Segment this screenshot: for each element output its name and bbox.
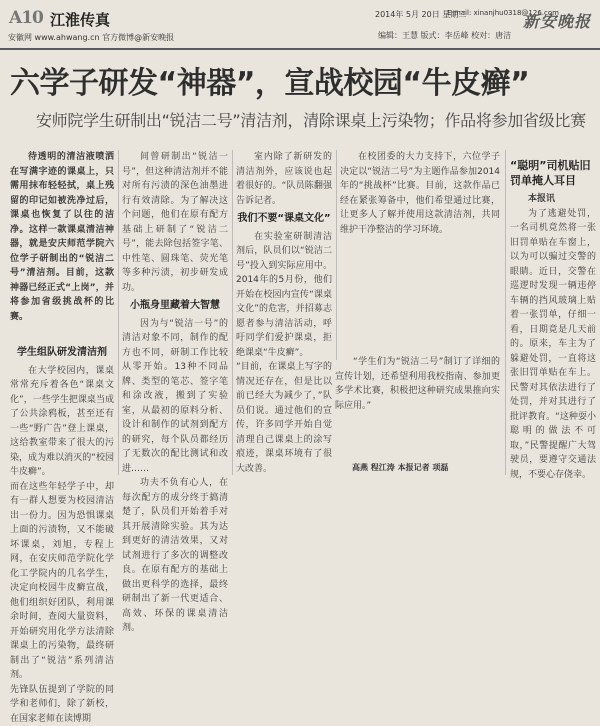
column-text: 间曾研制出“锐洁一号”，但这种清洁剂并不能对所有污渍的深色油墨进行有效清除。为了解决这个问题，他们在原有配方基础上研制了“锐洁二号”，能去除包括签字笔、中性笔、圆珠笔、荧光笔等多种污渍，初步研发成功。 (122, 150, 228, 295)
article-column-2 (122, 150, 228, 475)
article-column-1 (10, 150, 114, 475)
column-text: 在校团委的大力支持下，六位学子决定以“锐洁二号”为主题作品参加2014年的“挑战杯”比赛。目前，这款作品已经在紧张筹备中，他们希望通过比赛，让更多人了解并使用这款清洁剂，共同维护干净整洁的学习环境。 (340, 150, 500, 237)
newspaper-logo: 新安晚报 (520, 7, 594, 37)
page-number: A10 (9, 8, 43, 28)
brief-headline: “聪明”司机贴旧罚单掩人耳目 (510, 158, 596, 188)
brief-byline: 本报讯 (528, 194, 555, 204)
column-divider (336, 150, 337, 360)
column-divider (118, 150, 119, 475)
staff-credits: 编辑：王慧 版式：李岳峰 校对：唐洁 (378, 30, 511, 41)
article-column-3 (236, 150, 332, 475)
brief-text: 为了逃避处罚，一名司机竟然将一张旧罚单贴在车窗上，以为可以骗过交警的眼睛。近日，交警在巡逻时发现一辆违停车辆的挡风玻璃上贴着一张罚单，仔细一看，日期竟是几天前的。原来，车主为了躲避处罚，一直将这张旧罚单贴在车上。民警对其依法进行了处罚，并对其进行了批评教育。“这种耍小聪明的做法不可取，”民警提醒广大驾驶员，要遵守交通法规，不要心存侥幸。 (510, 207, 596, 483)
website-line: 安徽网 www.ahwang.cn 官方微博@新安晚报 (8, 32, 174, 43)
photo-caption: “学生们为“锐洁二号”制订了详细的宣传计划，还希望利用我校指南、参加更多学术比赛，积极把这种研究成果推向实际应用。” (335, 355, 500, 413)
photo-caption-box (335, 355, 500, 463)
section-title: 江淮传真 (50, 9, 110, 30)
section-heading: 学生组队研发清洁剂 (10, 346, 114, 361)
column-text: 室内除了新研发的清洁剂外，应该说也起着很好的。“队员陈翻强告诉记者。 (236, 150, 332, 208)
column-text: 在实验室研制清洁剂后，队员们以“锐洁二号”投入到实际应用中。2014年的5月份，他们开始在校园内宣传“课桌文化”的危害，并招募志愿者参与清洁活动，呼吁同学们爱护课桌，拒绝课桌“牛皮癣”。 “目前，在课桌上写字的情况还存在，但是比以前已经大为减少了，”队员们说。通过他们的宣传，许多同学开始自觉清理自己课桌上的涂写痕迹，课桌环境有了很大改善。 (236, 230, 332, 477)
article-column-4 (340, 150, 500, 355)
column-divider (232, 150, 233, 475)
article-lead: 待透明的清洁液喷洒在写满字迹的课桌上，只需用抹布轻轻拭，桌上残留的印记如被洗净过后，课桌也恢复了以往的洁净。这样一款课桌清洁神器，就是安庆师范学院六位学子研制出的“锐洁二号”清洁剂。目前，这款神器已经正式“上岗”，并将参加省级挑战杯的比赛。 (10, 150, 114, 324)
brief-column (510, 192, 596, 475)
column-text: 在大学校园内，课桌常常充斥着各色“课桌文化”，一些学生把课桌当成了公共涂鸦板，甚至还有一些“野广告”登上课桌，这给教室带来了很大的污染，成为难以消灭的“校园牛皮癣”。 而在这些年轻学子中，却有一群人想要为校园清洁出一份力。因为恐惧课桌上面的污渍物，又不能破坏课桌，刘旭，专程上网，在安庆师范学院化学化工学院内的几名学生，决定向校园牛皮癣宣战，他们组织好团队，利用课余时间，查阅大量资料，开始研究用化学方法清除课桌上的污染物，最终研制出了“锐洁”系列清洁剂。 先锋队伍提到了学院的同学和老师们，除了新校，在国家老师在读博期 (10, 364, 114, 726)
column-text: 功夫不负有心人，在每次配方的成分终于搞清楚了，队员们开始着手对其开展清除实验。其为达到更好的清洁效果，又对试剂进行了多次的调整改良。在原有配方的基础上做出更科学的选择，最终研制出了新一代更适合、高效、环保的课桌清洁剂。 (122, 476, 228, 636)
article-subhead: 安师院学生研制出“锐洁二号”清洁剂，清除课桌上污染物；作品将参加省级比赛 (36, 108, 596, 131)
section-heading: 小瓶身里藏着大智慧 (122, 299, 228, 314)
section-heading: 我们不要“课桌文化” (236, 212, 332, 227)
column-text: 因为与“锐洁一号”的清洁对象不同，制作的配方也不同，研制工作比较从零开始。13种不同品牌、类型的笔芯、签字笔和涂改液，搬到了实验室，从最初的原料分析、设计和制作的试剂到配方的研究，每个队员都经历了无数次的配比测试和改进…… (122, 317, 228, 477)
issue-date: 2014年 5月 20日 星期二 (375, 9, 466, 20)
header-rule (0, 48, 600, 50)
column-divider (505, 150, 506, 475)
article-byline: 高燕 程江涛 本报记者 项磊 (352, 462, 502, 473)
page-header (0, 0, 600, 48)
editor-email: E-mail: xinanjhu0318@126.com (447, 9, 559, 17)
article-headline: 六学子研发“神器”，宣战校园“牛皮癣” (10, 58, 600, 102)
